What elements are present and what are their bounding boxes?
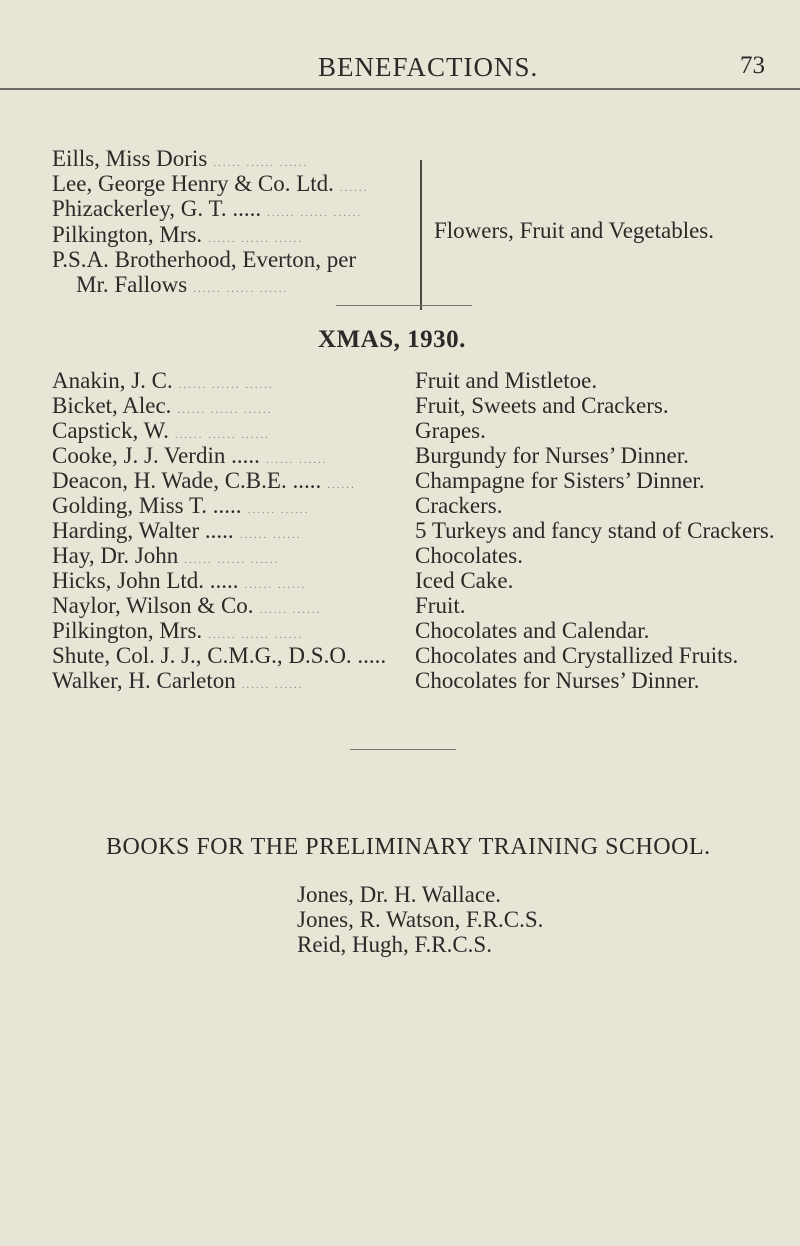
flowers-gift: Flowers, Fruit and Vegetables.: [434, 218, 715, 243]
group-brace: [420, 160, 422, 310]
xmas-entry: [0, 493, 800, 519]
book-donor: Reid, Hugh, F.R.C.S.: [297, 932, 492, 957]
page-number: 73: [740, 52, 765, 79]
donor-name: Shute, Col. J. J., C.M.G., D.S.O. .....: [52, 643, 387, 668]
header-rule: [0, 88, 800, 90]
xmas-entry: [0, 618, 800, 644]
books-title: BOOKS FOR THE PRELIMINARY TRAINING SCHOOL.: [106, 834, 711, 860]
donor-name: Capstick, W. ...... ...... ......: [52, 418, 270, 443]
gift: Grapes.: [415, 418, 486, 443]
xmas-entry: [0, 593, 800, 619]
gift: Fruit.: [415, 593, 466, 618]
donor-name: Bicket, Alec. ...... ...... ......: [52, 393, 273, 418]
xmas-title: XMAS, 1930.: [318, 326, 466, 353]
page-title: BENEFACTIONS.: [318, 52, 539, 82]
book-donor: Jones, R. Watson, F.R.C.S.: [297, 907, 544, 932]
xmas-entry: [0, 393, 800, 419]
xmas-entry: [0, 643, 800, 669]
xmas-entry: [0, 468, 800, 494]
xmas-entry: [0, 418, 800, 444]
xmas-entry: [0, 518, 800, 544]
gift: Champagne for Sisters’ Dinner.: [415, 468, 705, 493]
section-divider: [350, 749, 456, 750]
xmas-entry: [0, 668, 800, 694]
gift: Burgundy for Nurses’ Dinner.: [415, 443, 689, 468]
donor-name: Walker, H. Carleton ...... ......: [52, 668, 304, 693]
flowers-donor: Eills, Miss Doris ...... ...... ......: [52, 146, 309, 171]
donor-name: Golding, Miss T. ..... ...... ......: [52, 493, 310, 518]
running-head: [0, 52, 800, 92]
donor-name: Hay, Dr. John ...... ...... ......: [52, 543, 280, 568]
donor-name: Naylor, Wilson & Co. ...... ......: [52, 593, 322, 618]
gift: Crackers.: [415, 493, 503, 518]
flowers-donor: Lee, George Henry & Co. Ltd. ......: [52, 171, 369, 196]
gift: Chocolates for Nurses’ Dinner.: [415, 668, 700, 693]
flowers-donor: Phizackerley, G. T. ..... ...... ...... ......: [52, 196, 363, 221]
donor-name: Cooke, J. J. Verdin ..... ...... ......: [52, 443, 328, 468]
flowers-donor: P.S.A. Brotherhood, Everton, per: [52, 247, 357, 272]
xmas-entry: [0, 443, 800, 469]
gift: 5 Turkeys and fancy stand of Crackers.: [415, 518, 775, 543]
gift: Chocolates and Calendar.: [415, 618, 650, 643]
flowers-donor: Pilkington, Mrs. ...... ...... ......: [52, 222, 304, 247]
xmas-entry: [0, 543, 800, 569]
gift: Iced Cake.: [415, 568, 514, 593]
gift: Chocolates and Crystallized Fruits.: [415, 643, 739, 668]
section-divider: [336, 305, 472, 306]
book-donor: Jones, Dr. H. Wallace.: [297, 882, 502, 907]
xmas-entry: [0, 368, 800, 394]
donor-name: Deacon, H. Wade, C.B.E. ..... ......: [52, 468, 356, 493]
gift: Chocolates.: [415, 543, 523, 568]
flowers-donor: Mr. Fallows ...... ...... ......: [76, 272, 289, 297]
xmas-entry: [0, 568, 800, 594]
gift: Fruit and Mistletoe.: [415, 368, 598, 393]
donor-name: Hicks, John Ltd. ..... ...... ......: [52, 568, 307, 593]
gift: Fruit, Sweets and Crackers.: [415, 393, 669, 418]
donor-name: Harding, Walter ..... ...... ......: [52, 518, 302, 543]
donor-name: Pilkington, Mrs. ...... ...... ......: [52, 618, 304, 643]
donor-name: Anakin, J. C. ...... ...... ......: [52, 368, 274, 393]
